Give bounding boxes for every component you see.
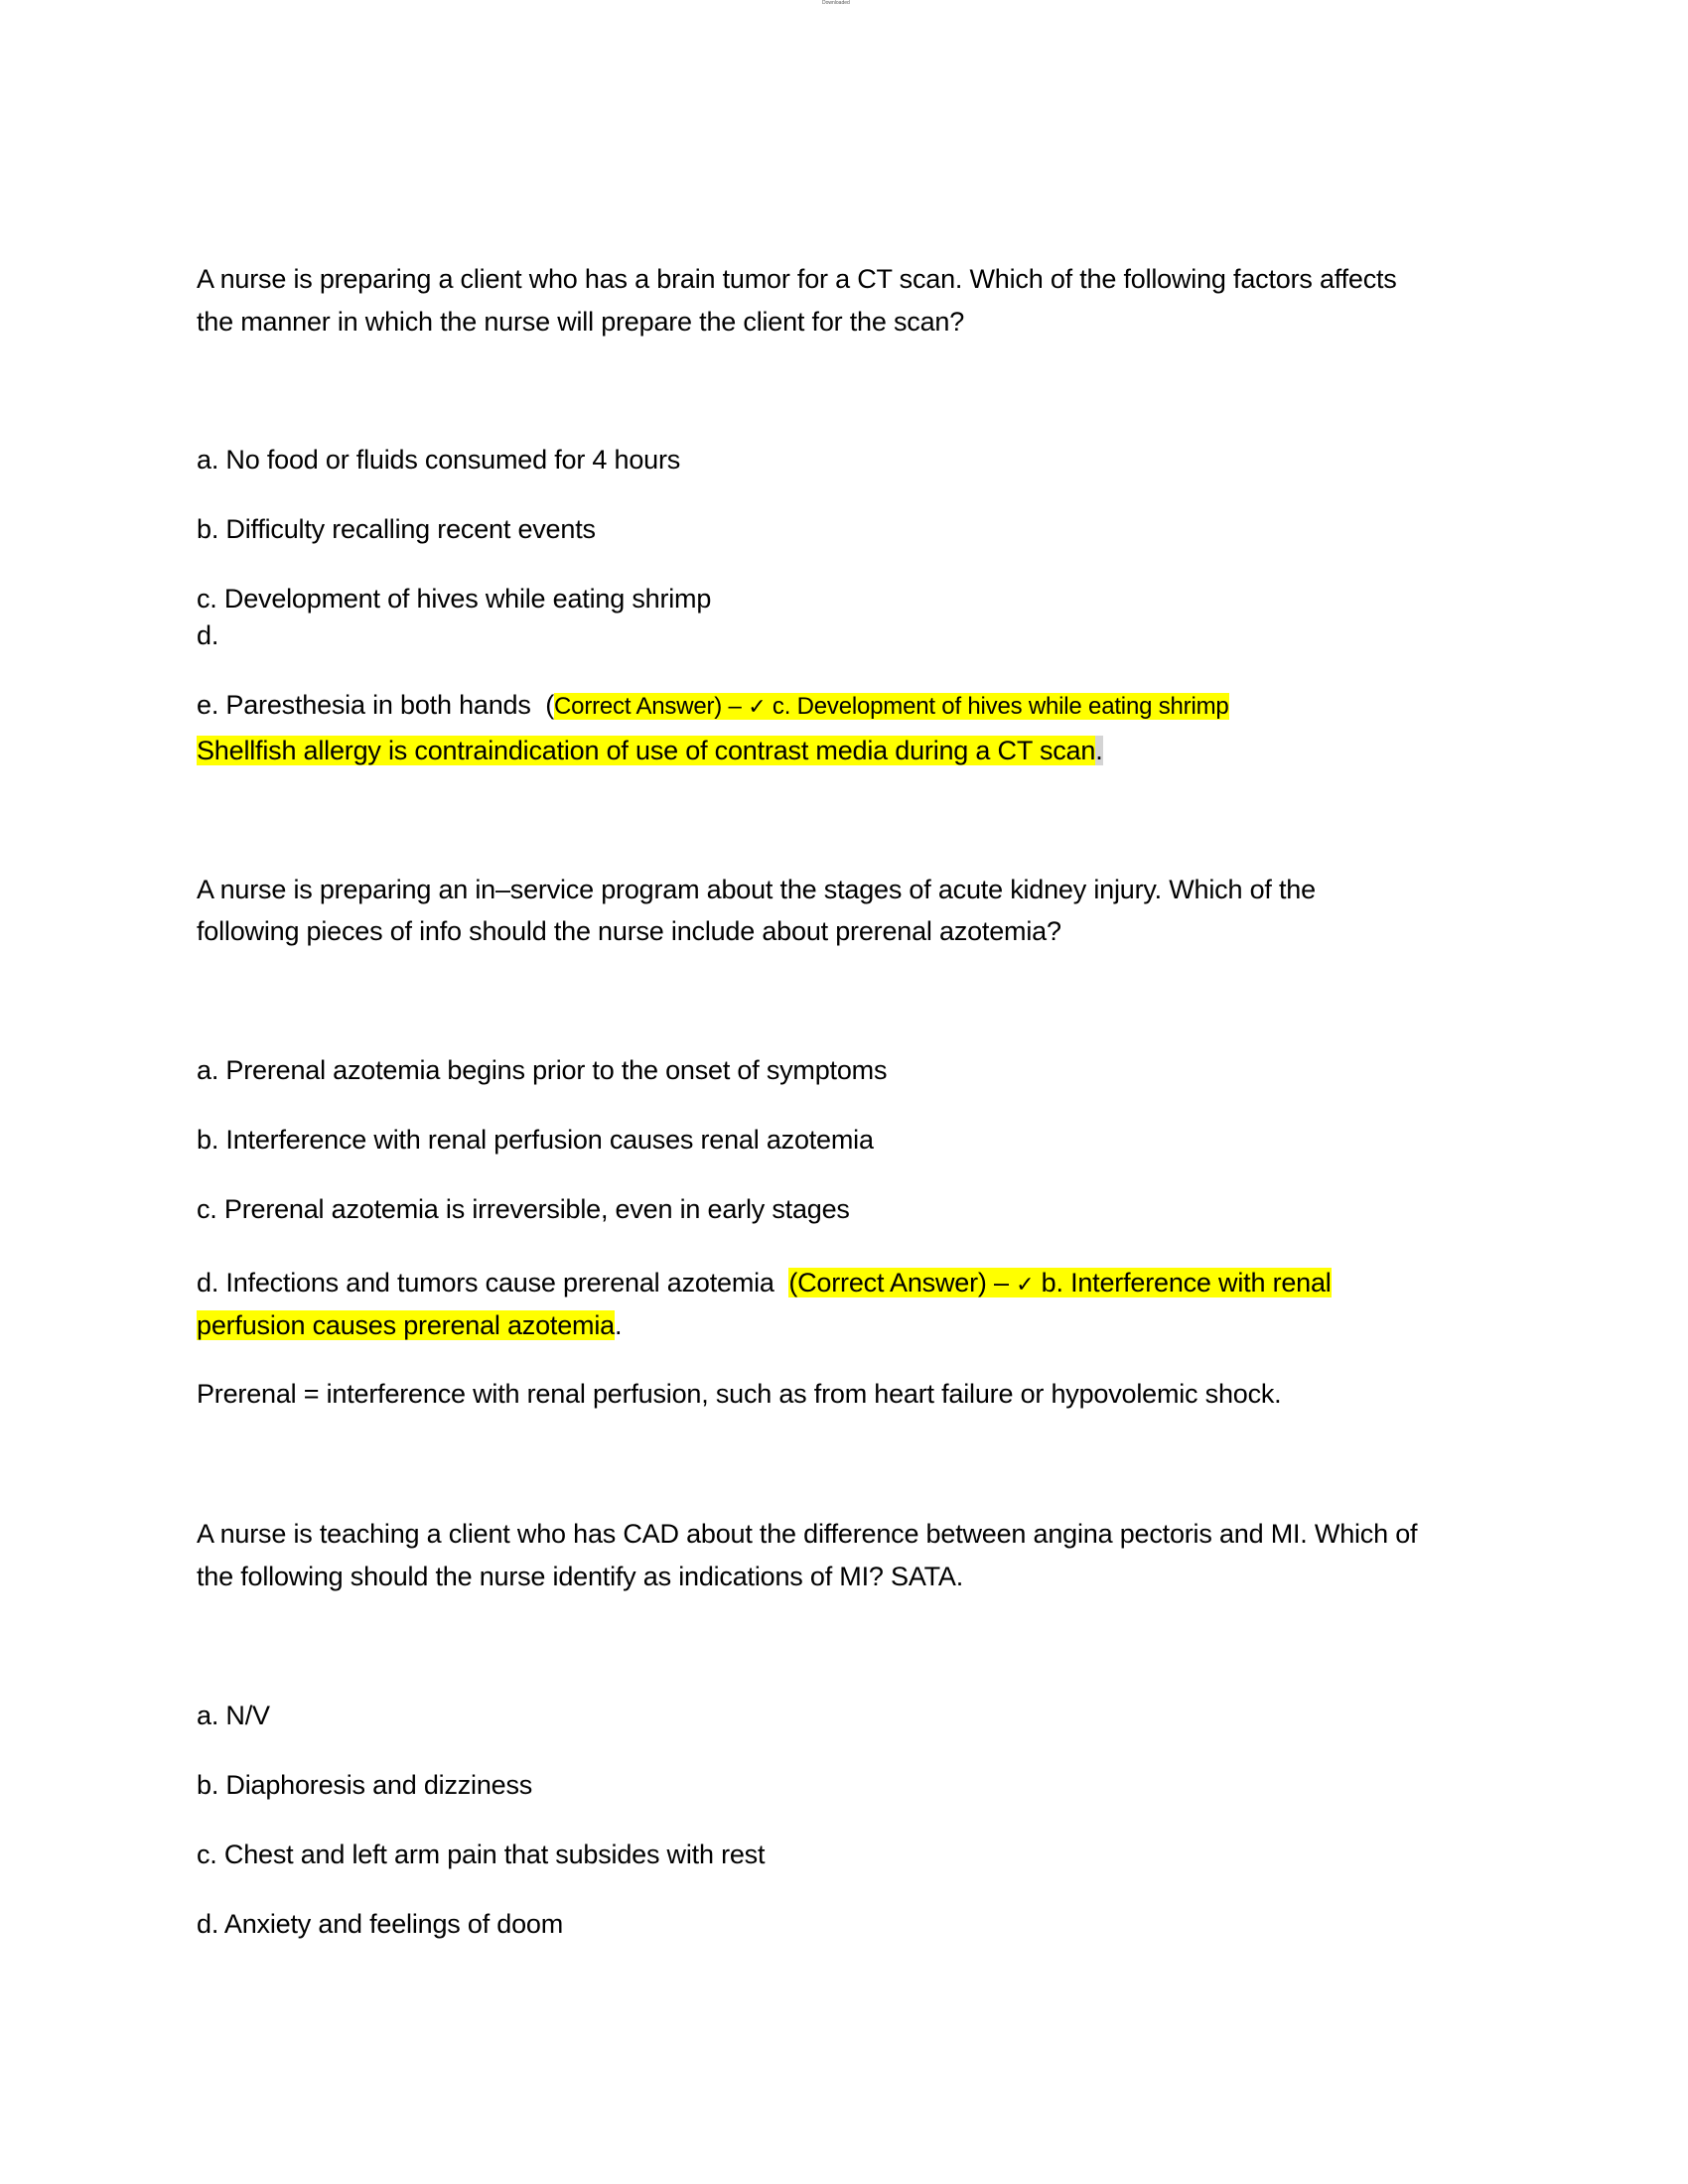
answer-open-paren: ( <box>545 690 555 720</box>
check-icon: ✓ <box>1016 1273 1035 1297</box>
question-2-option-d-with-answer <box>197 1266 1332 1302</box>
question-2-option-b: b. Interference with renal perfusion causes renal azotemia <box>197 1125 874 1155</box>
correct-answer-text-line-1: b. Interference with renal <box>1034 1268 1332 1297</box>
question-2-option-d: d. Infections and tumors cause prerenal azotemia <box>197 1268 774 1297</box>
question-1-option-e-with-answer <box>197 688 1229 725</box>
check-icon: ✓ <box>748 695 767 720</box>
question-2-stem-line-1: A nurse is preparing an in–service program about the stages of acute kidney injury. Which of the <box>197 875 1316 904</box>
question-3-stem-line-2: the following should the nurse identify as indications of MI? SATA. <box>197 1562 964 1591</box>
question-2-option-a: a. Prerenal azotemia begins prior to the onset of symptoms <box>197 1055 888 1085</box>
question-1-option-c: c. Development of hives while eating shrimp <box>197 584 712 614</box>
question-3-option-c: c. Chest and left arm pain that subsides with rest <box>197 1840 766 1869</box>
question-3-stem-line-1: A nurse is teaching a client who has CAD about the difference between angina pectoris and MI. Which of <box>197 1519 1418 1549</box>
correct-answer-text-line-2: perfusion causes prerenal azotemia <box>197 1310 615 1340</box>
question-1-option-e: e. Paresthesia in both hands <box>197 690 531 720</box>
rationale-end-mark: . <box>1095 736 1103 765</box>
page-header-mark: Downloaded <box>822 0 850 6</box>
question-3-option-d: d. Anxiety and feelings of doom <box>197 1909 564 1939</box>
question-1-option-d: d. <box>197 620 219 650</box>
correct-answer-label: Correct Answer) – <box>554 693 749 720</box>
question-1-option-b: b. Difficulty recalling recent events <box>197 514 596 544</box>
question-1-option-a: a. No food or fluids consumed for 4 hours <box>197 445 681 475</box>
question-3-option-b: b. Diaphoresis and dizziness <box>197 1770 533 1800</box>
question-2-rationale: Prerenal = interference with renal perfusion, such as from heart failure or hypovolemic shock. <box>197 1379 1282 1409</box>
question-2-stem-line-2: following pieces of info should the nurse include about prerenal azotemia? <box>197 916 1061 946</box>
question-2-option-c: c. Prerenal azotemia is irreversible, even in early stages <box>197 1194 850 1224</box>
question-1-stem-line-2: the manner in which the nurse will prepare the client for the scan? <box>197 307 965 337</box>
correct-answer-text: c. Development of hives while eating shrimp <box>766 693 1229 720</box>
question-3-option-a: a. N/V <box>197 1701 270 1730</box>
question-1-stem-line-1: A nurse is preparing a client who has a brain tumor for a CT scan. Which of the following factors affects <box>197 264 1397 294</box>
question-2-answer-line-2 <box>197 1308 622 1342</box>
correct-answer-label: (Correct Answer) – <box>788 1268 1017 1297</box>
answer-end-mark: . <box>614 1310 623 1340</box>
question-1-rationale: Shellfish allergy is contraindication of use of contrast media during a CT scan <box>197 736 1096 765</box>
correct-answer-highlight <box>554 693 1228 720</box>
correct-answer-highlight <box>788 1268 1331 1297</box>
question-1-rationale-line <box>197 734 1103 767</box>
